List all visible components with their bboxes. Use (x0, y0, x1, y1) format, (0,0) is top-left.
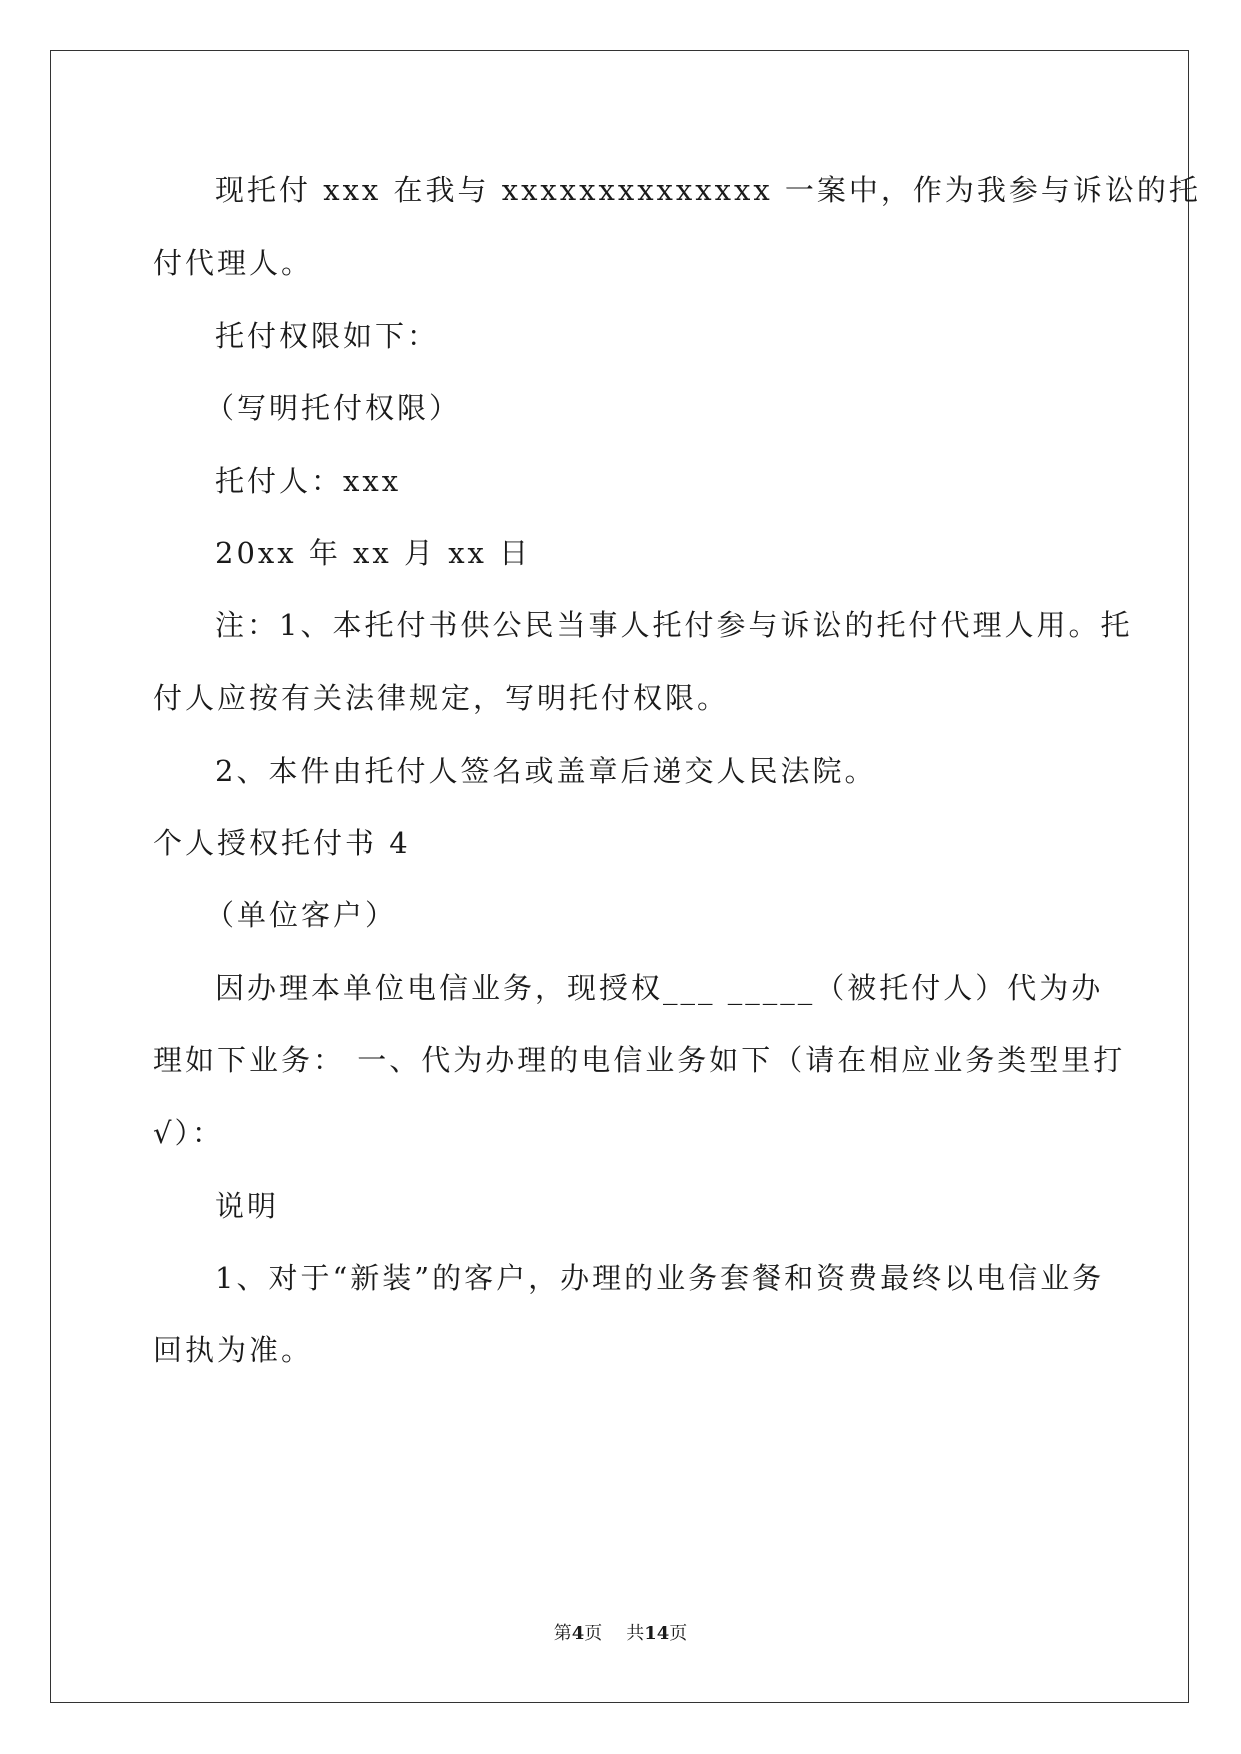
note-line-1: 注：1、本托付书供公民当事人托付参与诉讼的托付代理人用。托 (215, 608, 1133, 642)
section-subheading: （单位客户） (205, 898, 398, 932)
body-line-2: 付代理人。 (153, 246, 314, 280)
section-heading: 个人授权托付书 4 (153, 826, 411, 860)
body-line-3: 托付权限如下： (215, 319, 440, 353)
explanation-heading: 说明 (215, 1189, 280, 1223)
footer-total-prefix: 共 (626, 1623, 645, 1644)
footer-total-suffix: 页 (669, 1623, 688, 1644)
footer-total-pages: 14 (644, 1623, 670, 1644)
note-line-2: 付人应按有关法律规定，写明托付权限。 (153, 681, 730, 715)
page-border (50, 50, 1189, 1703)
body-line-1: 现托付 xxx 在我与 xxxxxxxxxxxxxx 一案中，作为我参与诉讼的托 (215, 173, 1201, 207)
note-line-3: 2、本件由托付人签名或盖章后递交人民法院。 (215, 754, 877, 788)
page-footer (0, 1622, 1241, 1646)
authorization-line-2: 理如下业务： 一、代为办理的电信业务如下（请在相应业务类型里打 (153, 1043, 1126, 1077)
footer-page-prefix: 第 (553, 1623, 572, 1644)
body-line-4: （写明托付权限） (205, 391, 462, 425)
footer-page-suffix: 页 (584, 1623, 603, 1644)
authorization-line-1: 因办理本单位电信业务，现授权___ _____（被托付人）代为办 (215, 971, 1104, 1005)
explanation-line-2: 回执为准。 (153, 1333, 314, 1367)
body-line-5: 托付人：xxx (215, 464, 402, 498)
date-line: 20xx 年 xx 月 xx 日 (215, 536, 532, 570)
explanation-line-1: 1、对于“新装”的客户，办理的业务套餐和资费最终以电信业务 (215, 1261, 1105, 1295)
footer-page-number: 4 (571, 1623, 585, 1644)
authorization-line-3: √）： (153, 1116, 224, 1150)
